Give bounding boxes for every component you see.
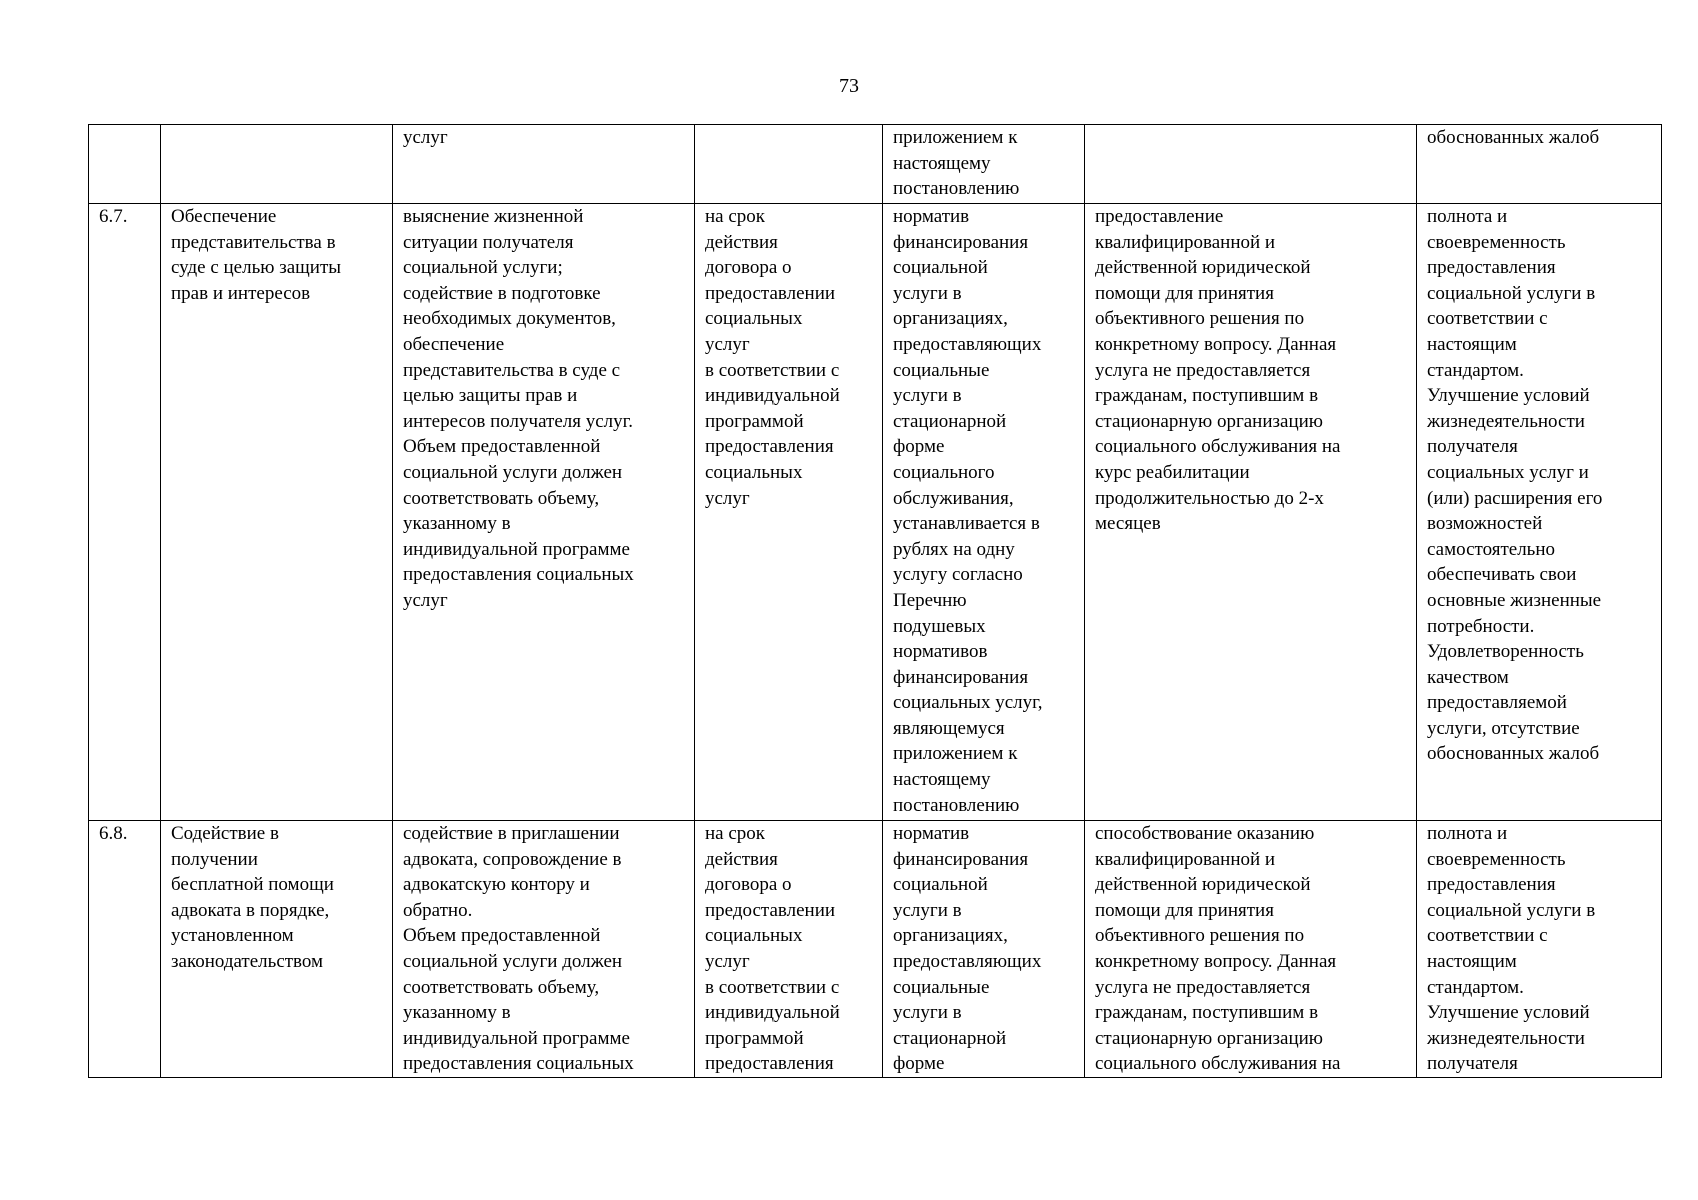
- cell-text-line: действия: [705, 848, 778, 870]
- cell-text-line: продолжительностью до 2-х: [1095, 487, 1324, 509]
- cell-number: [89, 821, 161, 1078]
- cell-text-line: суде с целью защиты: [171, 257, 342, 279]
- cell-service-description: [393, 204, 695, 821]
- cell-text-line: основные жизненные: [1427, 589, 1602, 611]
- cell-text-line: предоставляемой: [1427, 692, 1567, 714]
- cell-text-line: стандартом.: [1427, 976, 1524, 998]
- cell-text-line: обеспечение: [403, 333, 505, 355]
- cell-text-line: законодательством: [171, 950, 324, 972]
- cell-text-line: обеспечивать свои: [1427, 564, 1577, 586]
- cell-text-line: адвоката в порядке,: [171, 899, 330, 921]
- cell-text-line: договора о: [705, 874, 792, 896]
- cell-text-line: действия: [705, 231, 778, 253]
- cell-text-line: конкретному вопросу. Данная: [1095, 950, 1337, 972]
- cell-text-line: социальных услуг и: [1427, 461, 1589, 483]
- cell-text-line: выяснение жизненной: [403, 206, 584, 227]
- cell-text-line: социальной услуги должен: [403, 950, 623, 972]
- cell-text-line: получателя: [1427, 1053, 1518, 1075]
- cell-text-line: жизнедеятельности: [1427, 410, 1585, 432]
- table-row: [89, 125, 1662, 204]
- cell-text-line: услуг: [403, 127, 448, 148]
- cell-text-line: адвоката, сопровождение в: [403, 848, 622, 870]
- cell-text-line: социальной: [893, 257, 988, 279]
- cell-text-line: обратно.: [403, 899, 473, 921]
- cell-financing-norm: [883, 821, 1085, 1078]
- cell-text-line: возможностей: [1427, 513, 1543, 535]
- cell-text-line: настоящим: [1427, 333, 1517, 355]
- cell-service-conditions: [1085, 821, 1417, 1078]
- cell-text-line: помощи для принятия: [1095, 899, 1274, 921]
- cell-text-line: гражданам, поступившим в: [1095, 1002, 1319, 1024]
- cell-text-line: рублях на одну: [893, 538, 1015, 560]
- cell-text-line: настоящему: [893, 769, 991, 791]
- cell-text-line: необходимых документов,: [403, 308, 616, 330]
- cell-text-line: услуг: [403, 589, 448, 611]
- cell-text-line: стационарную организацию: [1095, 410, 1323, 432]
- cell-text-line: стационарную организацию: [1095, 1027, 1323, 1049]
- cell-text-line: указанному в: [403, 1002, 511, 1024]
- cell-text-line: услуги в: [893, 899, 962, 921]
- cell-text-line: социальных: [705, 308, 803, 330]
- cell-text-line: обслуживания,: [893, 487, 1014, 509]
- cell-text-line: соответствии с: [1427, 308, 1548, 330]
- cell-text-line: помощи для принятия: [1095, 282, 1274, 304]
- cell-text-line: индивидуальной: [705, 1002, 840, 1024]
- cell-text-line: предоставления: [705, 436, 834, 458]
- cell-text-line: социального обслуживания на: [1095, 1053, 1341, 1075]
- cell-service-conditions: [1085, 125, 1417, 204]
- cell-text-line: социальной услуги должен: [403, 461, 623, 483]
- cell-service-conditions: [1085, 204, 1417, 821]
- cell-service-term: [695, 204, 883, 821]
- cell-text-line: установленном: [171, 925, 294, 947]
- cell-text-line: на срок: [705, 206, 766, 227]
- cell-text-line: предоставления социальных: [403, 564, 634, 586]
- cell-text-line: обоснованных жалоб: [1427, 127, 1600, 148]
- cell-text-line: своевременность: [1427, 848, 1566, 870]
- cell-text-line: квалифицированной и: [1095, 848, 1276, 870]
- cell-service-term: [695, 125, 883, 204]
- cell-service-description: [393, 821, 695, 1078]
- cell-text-line: соответствии с: [1427, 925, 1548, 947]
- cell-text-line: социальные: [893, 976, 990, 998]
- cell-quality-indicators: [1417, 204, 1662, 821]
- cell-text-line: финансирования: [893, 848, 1029, 870]
- cell-text-line: социальной услуги;: [403, 257, 563, 279]
- cell-text-line: постановлению: [893, 794, 1020, 816]
- cell-text-line: индивидуальной программе: [403, 538, 630, 560]
- cell-text-line: приложением к: [893, 127, 1018, 148]
- cell-financing-norm: [883, 125, 1085, 204]
- cell-text-line: индивидуальной: [705, 385, 840, 407]
- cell-text-line: 6.8.: [99, 823, 128, 844]
- cell-text-line: услуги, отсутствие: [1427, 717, 1580, 739]
- cell-text-line: бесплатной помощи: [171, 874, 334, 896]
- cell-text-line: соответствовать объему,: [403, 976, 600, 998]
- cell-service-name: [161, 821, 393, 1078]
- cell-text-line: объективного решения по: [1095, 308, 1305, 330]
- cell-text-line: содействие в приглашении: [403, 823, 620, 844]
- cell-text-line: ситуации получателя: [403, 231, 574, 253]
- cell-service-name: [161, 125, 393, 204]
- cell-text-line: социального: [893, 461, 995, 483]
- cell-text-line: социальных услуг,: [893, 692, 1043, 714]
- cell-text-line: потребности.: [1427, 615, 1535, 637]
- cell-text-line: в соответствии с: [705, 359, 840, 381]
- cell-text-line: Объем предоставленной: [403, 436, 601, 458]
- cell-text-line: (или) расширения его: [1427, 487, 1603, 509]
- page-number: 73: [839, 75, 859, 97]
- cell-text-line: конкретному вопросу. Данная: [1095, 333, 1337, 355]
- cell-text-line: 6.7.: [99, 206, 128, 227]
- cell-quality-indicators: [1417, 125, 1662, 204]
- cell-text-line: получателя: [1427, 436, 1518, 458]
- cell-text-line: форме: [893, 1053, 945, 1075]
- cell-text-line: самостоятельно: [1427, 538, 1556, 560]
- cell-service-name: [161, 204, 393, 821]
- cell-text-line: предоставляющих: [893, 950, 1042, 972]
- cell-text-line: устанавливается в: [893, 513, 1040, 535]
- cell-text-line: нормативов: [893, 641, 988, 663]
- cell-text-line: своевременность: [1427, 231, 1566, 253]
- table-body: [89, 125, 1662, 1078]
- cell-service-term: [695, 821, 883, 1078]
- cell-text-line: предоставления: [1427, 257, 1556, 279]
- cell-text-line: курс реабилитации: [1095, 461, 1250, 483]
- cell-text-line: программой: [705, 410, 804, 432]
- cell-text-line: стационарной: [893, 410, 1007, 432]
- cell-text-line: норматив: [893, 206, 970, 227]
- cell-text-line: соответствовать объему,: [403, 487, 600, 509]
- cell-text-line: Объем предоставленной: [403, 925, 601, 947]
- cell-text-line: объективного решения по: [1095, 925, 1305, 947]
- cell-text-line: подушевых: [893, 615, 986, 637]
- cell-text-line: предоставления: [1427, 874, 1556, 896]
- cell-text-line: социального обслуживания на: [1095, 436, 1341, 458]
- cell-text-line: услуга не предоставляется: [1095, 976, 1311, 998]
- cell-text-line: услуги в: [893, 282, 962, 304]
- cell-text-line: настоящему: [893, 152, 991, 174]
- cell-text-line: Содействие в: [171, 823, 279, 844]
- cell-text-line: Удовлетворенность: [1427, 641, 1584, 663]
- cell-number: [89, 125, 161, 204]
- cell-text-line: приложением к: [893, 743, 1018, 765]
- cell-text-line: предоставления: [705, 1053, 834, 1075]
- cell-text-line: социальной услуги в: [1427, 899, 1596, 921]
- cell-text-line: предоставления социальных: [403, 1053, 634, 1075]
- cell-text-line: услуга не предоставляется: [1095, 359, 1311, 381]
- cell-number: [89, 204, 161, 821]
- cell-text-line: полнота и: [1427, 206, 1508, 227]
- cell-text-line: предоставляющих: [893, 333, 1042, 355]
- cell-text-line: организациях,: [893, 925, 1008, 947]
- table-row: [89, 821, 1662, 1078]
- cell-text-line: Улучшение условий: [1427, 385, 1590, 407]
- cell-text-line: Улучшение условий: [1427, 1002, 1590, 1024]
- cell-text-line: постановлению: [893, 178, 1020, 200]
- cell-text-line: указанному в: [403, 513, 511, 535]
- cell-text-line: обоснованных жалоб: [1427, 743, 1600, 765]
- cell-text-line: финансирования: [893, 666, 1029, 688]
- cell-text-line: договора о: [705, 257, 792, 279]
- cell-text-line: представительства в: [171, 231, 336, 253]
- cell-text-line: финансирования: [893, 231, 1029, 253]
- cell-text-line: предоставление: [1095, 206, 1224, 227]
- cell-text-line: получении: [171, 848, 258, 870]
- cell-financing-norm: [883, 204, 1085, 821]
- cell-text-line: целью защиты прав и: [403, 385, 578, 407]
- cell-text-line: качеством: [1427, 666, 1509, 688]
- cell-text-line: настоящим: [1427, 950, 1517, 972]
- cell-text-line: представительства в суде с: [403, 359, 621, 381]
- cell-text-line: жизнедеятельности: [1427, 1027, 1585, 1049]
- cell-text-line: программой: [705, 1027, 804, 1049]
- cell-text-line: услуг: [705, 950, 750, 972]
- cell-text-line: способствование оказанию: [1095, 823, 1315, 844]
- cell-text-line: индивидуальной программе: [403, 1027, 630, 1049]
- cell-text-line: содействие в подготовке: [403, 282, 601, 304]
- cell-text-line: месяцев: [1095, 513, 1161, 535]
- cell-text-line: услуги в: [893, 1002, 962, 1024]
- cell-text-line: предоставлении: [705, 899, 836, 921]
- cell-text-line: услуг: [705, 333, 750, 355]
- table-row: [89, 204, 1662, 821]
- cell-text-line: социальные: [893, 359, 990, 381]
- cell-text-line: норматив: [893, 823, 970, 844]
- cell-text-line: Обеспечение: [171, 206, 277, 227]
- cell-text-line: Перечню: [893, 589, 967, 611]
- cell-text-line: социальной услуги в: [1427, 282, 1596, 304]
- cell-text-line: услугу согласно: [893, 564, 1023, 586]
- cell-text-line: гражданам, поступившим в: [1095, 385, 1319, 407]
- cell-quality-indicators: [1417, 821, 1662, 1078]
- cell-text-line: являющемуся: [893, 717, 1005, 739]
- cell-text-line: действенной юридической: [1095, 257, 1311, 279]
- cell-text-line: социальных: [705, 461, 803, 483]
- cell-text-line: услуги в: [893, 385, 962, 407]
- cell-text-line: адвокатскую контору и: [403, 874, 590, 896]
- cell-text-line: предоставлении: [705, 282, 836, 304]
- cell-text-line: форме: [893, 436, 945, 458]
- cell-service-description: [393, 125, 695, 204]
- services-table: [88, 124, 1662, 1078]
- cell-text-line: интересов получателя услуг.: [403, 410, 634, 432]
- cell-text-line: социальной: [893, 874, 988, 896]
- cell-text-line: стандартом.: [1427, 359, 1524, 381]
- cell-text-line: квалифицированной и: [1095, 231, 1276, 253]
- cell-text-line: полнота и: [1427, 823, 1508, 844]
- cell-text-line: организациях,: [893, 308, 1008, 330]
- cell-text-line: действенной юридической: [1095, 874, 1311, 896]
- cell-text-line: услуг: [705, 487, 750, 509]
- cell-text-line: социальных: [705, 925, 803, 947]
- cell-text-line: прав и интересов: [171, 282, 311, 304]
- cell-text-line: на срок: [705, 823, 766, 844]
- cell-text-line: стационарной: [893, 1027, 1007, 1049]
- cell-text-line: в соответствии с: [705, 976, 840, 998]
